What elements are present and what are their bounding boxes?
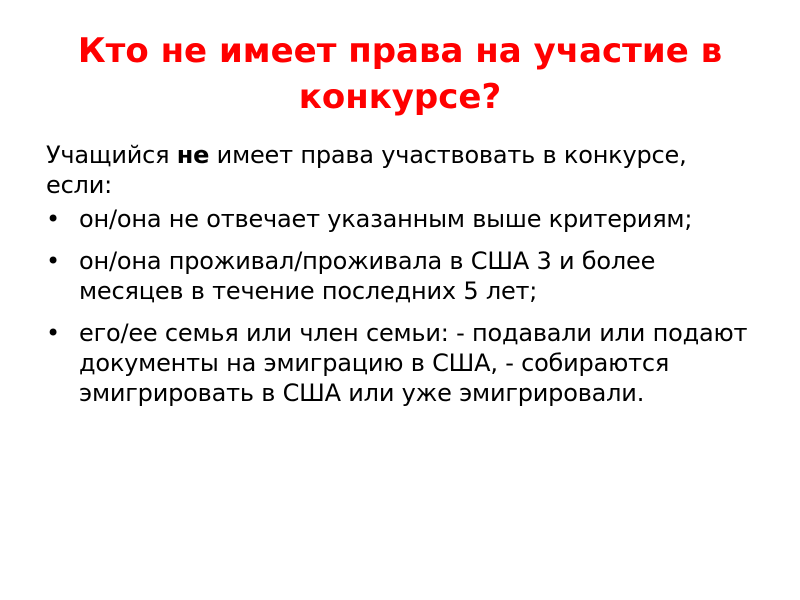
slide-title: Кто не имеет права на участие в конкурсе? <box>77 31 723 117</box>
list-item-text: он/она не отвечает указанным выше критериям; <box>79 205 693 233</box>
list-item-text: он/она проживал/проживала в США 3 и более месяцев в течение последних 5 лет; <box>79 247 656 305</box>
slide-body <box>46 140 758 420</box>
intro-text-before: Учащийся <box>46 141 177 169</box>
intro-text-after: имеет права участвовать в конкурсе, если: <box>46 141 687 199</box>
bullet-icon: • <box>46 319 60 347</box>
intro-emphasis: не <box>176 141 210 169</box>
list-item-text: его/ее семья или член семьи: - подавали или подают документы на эмиграцию в США, - собираются эмигрировать в США или уже эмигрировали. <box>79 319 748 407</box>
intro-paragraph <box>46 140 758 200</box>
list-item <box>46 318 758 408</box>
list-item <box>46 246 758 306</box>
criteria-list <box>46 204 758 408</box>
bullet-icon: • <box>46 247 60 275</box>
bullet-icon: • <box>46 205 60 233</box>
list-item <box>46 204 758 234</box>
